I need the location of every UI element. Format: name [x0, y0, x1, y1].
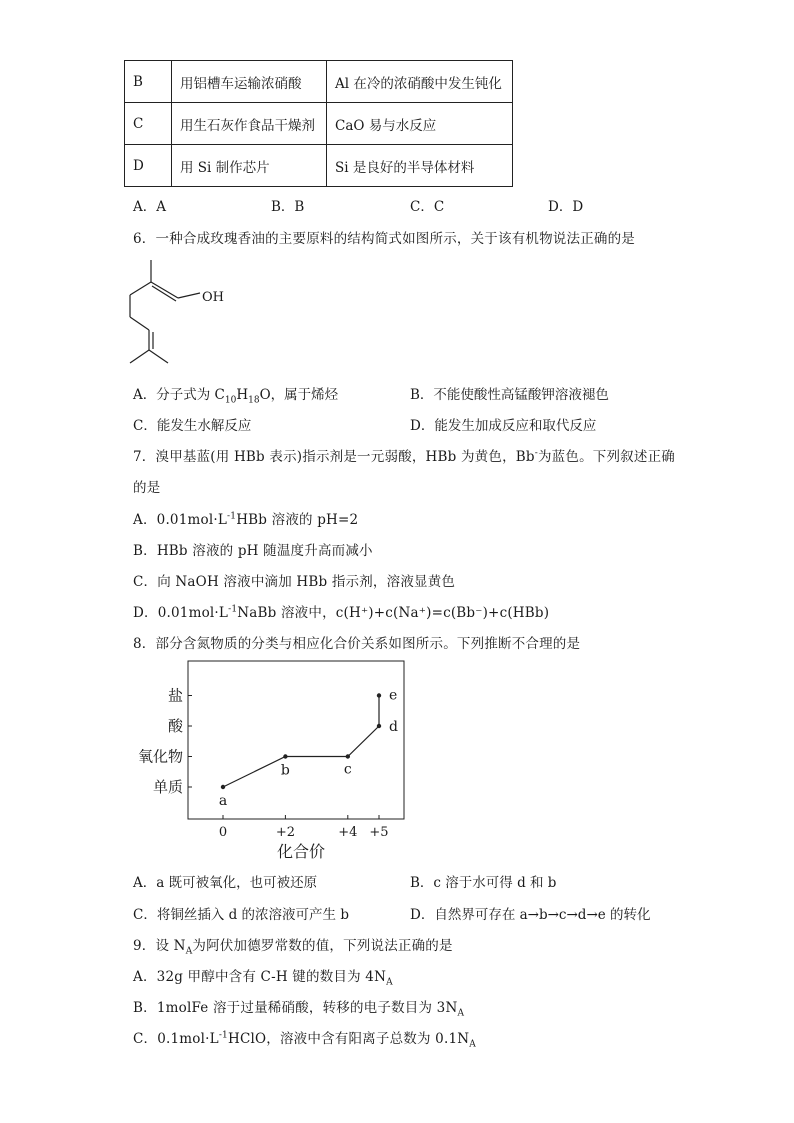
x-tick-label: +5: [369, 825, 389, 840]
q6-option-d: D．能发生加成反应和取代反应: [410, 418, 597, 434]
data-point-a: [221, 785, 225, 789]
q9-b-sub: A: [457, 1008, 465, 1019]
q9-c-text: HClO，溶液中含有阳离子总数为 0.1N: [227, 1031, 470, 1047]
q7-stem-text: 为蓝色。下列叙述正确: [537, 449, 675, 465]
x-tick-label: +2: [275, 825, 295, 840]
q9-c-sub: A: [469, 1039, 476, 1050]
q5-option-a: A．A: [133, 199, 166, 215]
q7-d-text: NaBb 溶液中，c(H⁺)+c(Na⁺)=c(Bb⁻)+c(HBb): [237, 605, 550, 621]
y-category-label: 单质: [152, 778, 183, 796]
q6-a-text: H: [236, 387, 249, 403]
q9-stem-text: 9．设 N: [133, 938, 186, 954]
q7-d-text: D．0.01mol·L: [133, 605, 229, 621]
q6-stem: 6．一种合成玫瑰香油的主要原料的结构简式如图所示，关于该有机物说法正确的是: [133, 231, 635, 247]
q6-option-b: B．不能使酸性高锰酸钾溶液褪色: [410, 387, 609, 403]
y-category-label: 氧化物: [137, 747, 183, 766]
data-point-d: [377, 724, 381, 728]
row-practice: 用铝槽车运输浓硝酸: [172, 61, 327, 103]
q8-stem: 8．部分含氮物质的分类与相应化合价关系如图所示。下列推断不合理的是: [133, 636, 581, 652]
q7-option-b: B．HBb 溶液的 pH 随温度升高而减小: [133, 543, 373, 559]
q9-c-sup: -1: [218, 1030, 228, 1041]
q9-a-sub: A: [386, 977, 393, 988]
table-row: [125, 61, 513, 103]
q7-d-sup: -1: [228, 604, 238, 615]
point-label-c: c: [343, 761, 352, 778]
data-point-e: [377, 693, 381, 697]
x-axis-label: 化合价: [276, 842, 326, 861]
q9-option-b: [133, 996, 464, 1019]
q5-option-c: C．C: [410, 199, 445, 215]
q6-a-sub: 18: [248, 395, 260, 406]
point-label-d: d: [389, 719, 398, 735]
q8-option-a: A．a 既可被氧化，也可被还原: [133, 875, 318, 891]
q7-stem: [133, 445, 675, 465]
q9-a-text: A．32g 甲醇中含有 C-H 键的数目为 4N: [133, 969, 387, 985]
table-row: [125, 103, 513, 145]
q5-option-b: B．B: [271, 199, 305, 215]
row-practice: 用生石灰作食品干燥剂: [172, 103, 327, 145]
q7-option-c: C．向 NaOH 溶液中滴加 HBb 指示剂，溶液显黄色: [133, 574, 456, 590]
q7-a-sup: -1: [227, 511, 237, 522]
q9-c-text: C．0.1mol·L: [133, 1031, 219, 1047]
q6-a-sub: 10: [224, 395, 237, 406]
table-row: [125, 145, 513, 187]
row-practice: 用 Si 制作芯片: [172, 145, 327, 187]
q8-option-c: C．将铜丝插入 d 的浓溶液可产生 b: [133, 907, 349, 923]
q7-option-d: [133, 601, 549, 621]
data-point-c: [346, 754, 350, 758]
structure-formula: [120, 250, 240, 370]
point-label-e: e: [389, 687, 398, 704]
q9-stem-text: 为阿伏加德罗常数的值，下列说法正确的是: [192, 938, 453, 954]
y-category-label: 酸: [167, 717, 183, 735]
row-reason: Si 是良好的半导体材料: [327, 145, 513, 187]
q9-stem: [133, 934, 453, 957]
row-reason: CaO 易与水反应: [327, 103, 513, 145]
x-tick-label: 0: [218, 825, 228, 840]
q7-a-text: HBb 溶液的 pH=2: [236, 512, 359, 528]
row-label: B: [125, 61, 172, 103]
q7-a-text: A．0.01mol·L: [133, 512, 228, 528]
q7-stem-sup: -: [534, 448, 538, 459]
q5-option-d: D．D: [548, 199, 584, 215]
q6-option-c: C．能发生水解反应: [133, 418, 252, 434]
q7-stem-text: 7．溴甲基蓝(用 HBb 表示)指示剂是一元弱酸，HBb 为黄色，Bb: [133, 449, 535, 465]
q9-option-a: [133, 965, 393, 988]
row-label: D: [125, 145, 172, 187]
series-line: [223, 696, 379, 788]
q8-option-b: B．c 溶于水可得 d 和 b: [410, 875, 557, 891]
oh-label: OH: [202, 290, 224, 305]
q9-stem-sub: A: [185, 946, 193, 957]
q9-b-text: B．1molFe 溶于过量稀硝酸，转移的电子数目为 3N: [133, 1000, 458, 1016]
q6-a-text: A．分子式为 C: [133, 387, 225, 403]
point-label-a: a: [218, 793, 228, 809]
x-tick-label: +4: [338, 825, 358, 840]
valence-chart: [137, 655, 420, 865]
q8-option-d: D．自然界可存在 a→b→c→d→e 的转化: [410, 907, 651, 923]
q6-option-a: [133, 383, 338, 406]
data-point-b: [283, 754, 287, 758]
y-category-label: 盐: [167, 686, 183, 705]
q6-a-text: O，属于烯烃: [259, 387, 339, 403]
point-label-b: b: [280, 762, 290, 779]
row-reason: Al 在冷的浓硝酸中发生钝化: [327, 61, 513, 103]
q7-stem-line2: 的是: [133, 480, 161, 496]
options-table: [124, 60, 513, 187]
q7-option-a: [133, 508, 358, 528]
row-label: C: [125, 103, 172, 145]
q9-option-c: [133, 1027, 476, 1050]
